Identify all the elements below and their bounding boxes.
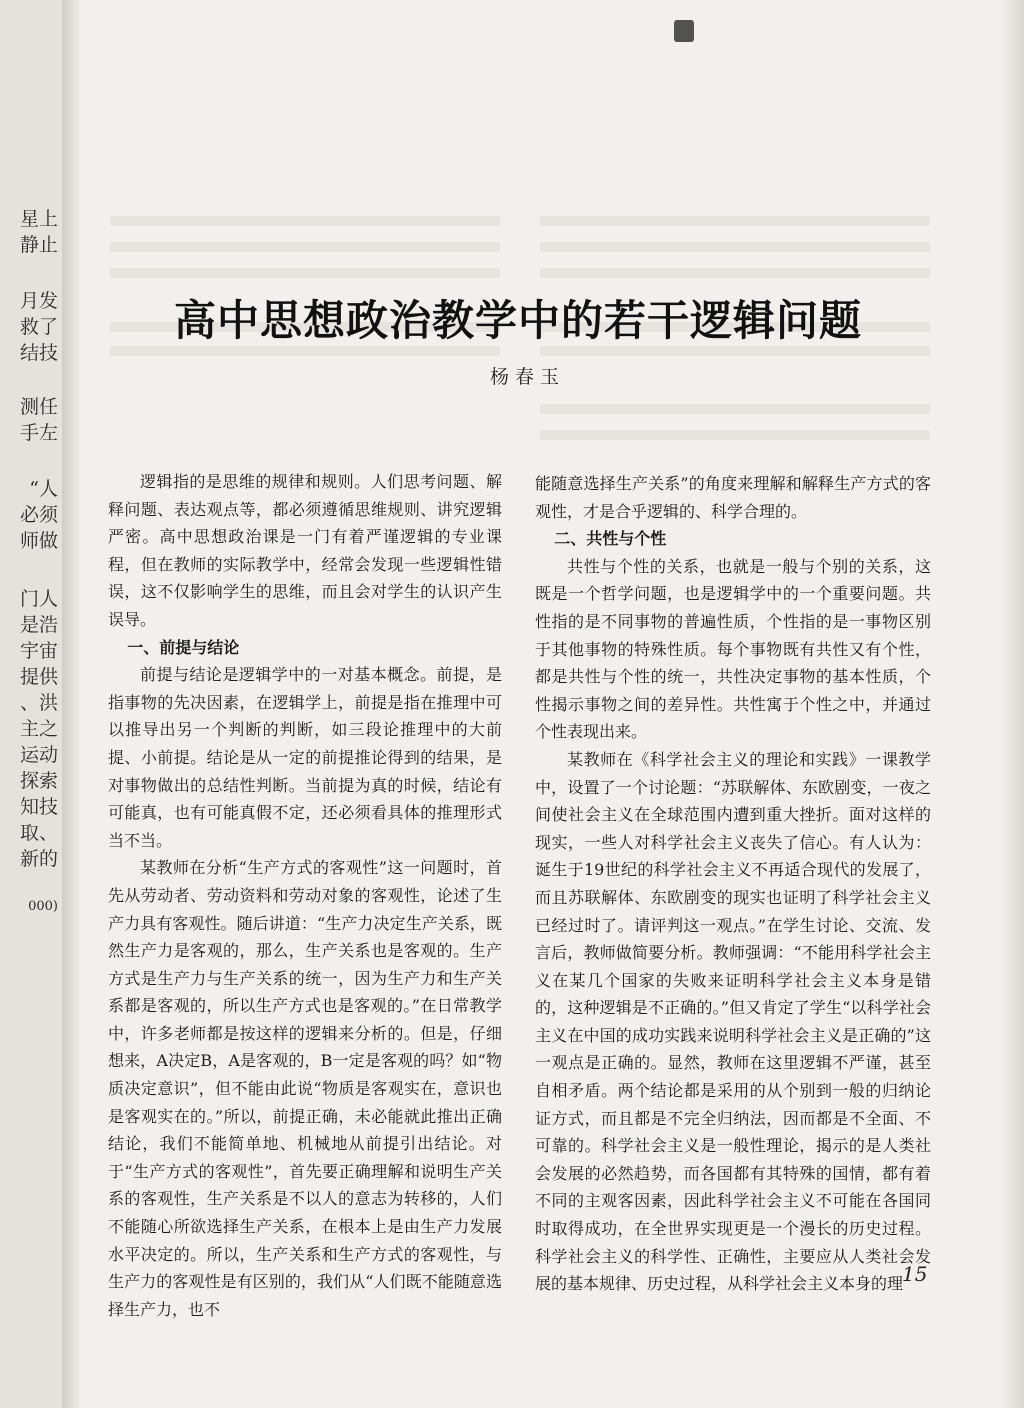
margin-fragment: 探索: [19, 770, 58, 792]
margin-fragment: 知技: [19, 796, 58, 818]
margin-fragment: “人: [29, 478, 58, 500]
margin-fragment: 师做: [19, 530, 58, 552]
article-title: 高中思想政治教学中的若干逻辑问题: [174, 296, 863, 345]
bleed-through-line: [110, 216, 500, 226]
margin-fragment: 门人: [19, 588, 58, 610]
bleed-through-line: [110, 242, 500, 252]
bleed-through-line: [540, 216, 930, 226]
paragraph: 某教师在《科学社会主义的理论和实践》一课教学中，设置了一个讨论题：“苏联解体、东欧剧变，一夜之间使社会主义在全球范围内遭到重大挫折。面对这样的现实，一些人对科学社会主义丧失了信心。有人认为：诞生于19世纪的科学社会主义不再适合现代的发展了，而且苏联解体、东欧剧变的现实也证明了科学社会主义已经过时了。请评判这一观点。”在学生讨论、交流、发言后，教师做简要分析。教师强调：“不能用科学社会主义在某几个国家的失败来证明科学社会主义本身是错的，这种逻辑是不正确的。”但又肯定了学生“以科学社会主义在中国的成功实践来说明科学社会主义是正确的”这一观点是正确的。显然，教师在这里逻辑不严谨，甚至自相矛盾。两个结论都是采用的从个别到一般的归纳论证方式，而且都是不完全归纳法，因而都是不全面、不可靠的。科学社会主义是一般性理论，揭示的是人类社会发展的必然趋势，而各国都有其特殊的国情，都有着不同的主观客因素，因此科学社会主义不可能在各国同时取得成功，在全世界实现更是一个漫长的历史过程。科学社会主义的科学性、正确性，主要应从人类社会发展的基本规律、历史过程，从科学社会主义本身的理: [535, 749, 931, 1294]
margin-fragment: 、洪: [19, 692, 58, 714]
scan-mark: [674, 20, 694, 42]
page-edge-shadow: [1000, 0, 1024, 1408]
bleed-through-line: [540, 268, 930, 278]
page-number: 15: [902, 1262, 928, 1286]
bleed-through-line: [540, 242, 930, 252]
bleed-through-line: [540, 404, 930, 414]
section-heading: 一、前提与结论: [127, 637, 240, 657]
paragraph: 共性与个性的关系，也就是一般与个别的关系，这既是一个哲学问题，也是逻辑学中的一个重要问题。共性指的是不同事物的普遍性质，个性指的是一事物区别于其他事物的特殊性质。每个事物既有共性又有个性，都是共性与个性的统一，共性决定事物的基本性质，个性揭示事物之间的差异性。共性寓于个性之中，并通过个性表现出来。: [535, 556, 931, 742]
margin-fragment: 手左: [19, 422, 58, 444]
paragraph: 能随意选择生产关系”的角度来理解和解释生产方式的客观性，才是合乎逻辑的、科学合理的。: [535, 474, 931, 521]
margin-fragment: 月发: [19, 290, 58, 312]
margin-fragment: 静止: [19, 234, 58, 256]
margin-fragment: 000): [28, 899, 58, 914]
margin-fragment: 运动: [19, 744, 58, 766]
margin-fragment: 提供: [19, 666, 58, 688]
paragraph: 前提与结论是逻辑学中的一对基本概念。前提，是指事物的先决因素，在逻辑学上，前提是指在推理中可以推导出另一个判断的判断，如三段论推理中的大前提、小前提。结论是从一定的前提推论得到的结果，是对事物做出的总结性判断。当前提为真的时候，结论有可能真，也有可能真假不定，还必须看具体的推理形式当不当。: [108, 665, 502, 850]
article-author: 杨春玉: [490, 366, 566, 388]
running-header-bleed: [760, 140, 950, 162]
margin-fragment: 星上: [19, 208, 58, 230]
adjacent-page-edge: [0, 0, 63, 1408]
paragraph: 逻辑指的是思维的规律和规则。人们思考问题、解释问题、表达观点等，都必须遵循思维规则、讲究逻辑严密。高中思想政治课是一门有着严谨逻辑的专业课程，但在教师的实际教学中，经常会发现一些逻辑性错误，这不仅影响学生的思维，而且会对学生的认识产生误导。: [108, 472, 502, 629]
margin-fragment: 测任: [19, 396, 58, 418]
section-heading: 二、共性与个性: [554, 529, 667, 549]
margin-fragment: 救了: [19, 316, 58, 338]
bleed-through-line: [110, 268, 500, 278]
margin-fragment: 取、: [19, 822, 58, 844]
margin-fragment: 宇宙: [19, 640, 58, 662]
left-column: [108, 468, 502, 1323]
bleed-through-line: [540, 430, 930, 440]
page-gutter: [62, 0, 80, 1408]
margin-fragment: 是浩: [19, 614, 58, 636]
margin-fragment: 新的: [19, 848, 58, 870]
paragraph: 某教师在分析“生产方式的客观性”这一问题时，首先从劳动者、劳动资料和劳动对象的客观性，论述了生产力具有客观性。随后讲道：“生产力决定生产关系，既然生产力是客观的，那么，生产关系也是客观的。生产方式是生产力与生产关系的统一，因为生产力和生产关系都是客观的，所以生产方式也是客观的。”在日常教学中，许多老师都是按这样的逻辑来分析的。但是，仔细想来，A决定B，A是客观的，B一定是客观的吗？如“物质决定意识”，但不能由此说“物质是客观实在，意识也是客观实在的。”所以，前提正确，未必能就此推出正确结论，我们不能简单地、机械地从前提引出结论。对于“生产方式的客观性”，首先要正确理解和说明生产关系的客观性，生产关系是不以人的意志为转移的，人们不能随心所欲选择生产关系，在根本上是由生产力发展水平决定的。所以，生产关系和生产方式的客观性，与生产力的客观性是有区别的，我们从“人们既不能随意选择生产力，也不: [108, 858, 502, 1319]
margin-fragment: 结技: [19, 342, 58, 364]
right-column: [535, 470, 931, 1298]
margin-fragment: 必须: [19, 504, 58, 526]
margin-fragment: 主之: [19, 718, 58, 740]
